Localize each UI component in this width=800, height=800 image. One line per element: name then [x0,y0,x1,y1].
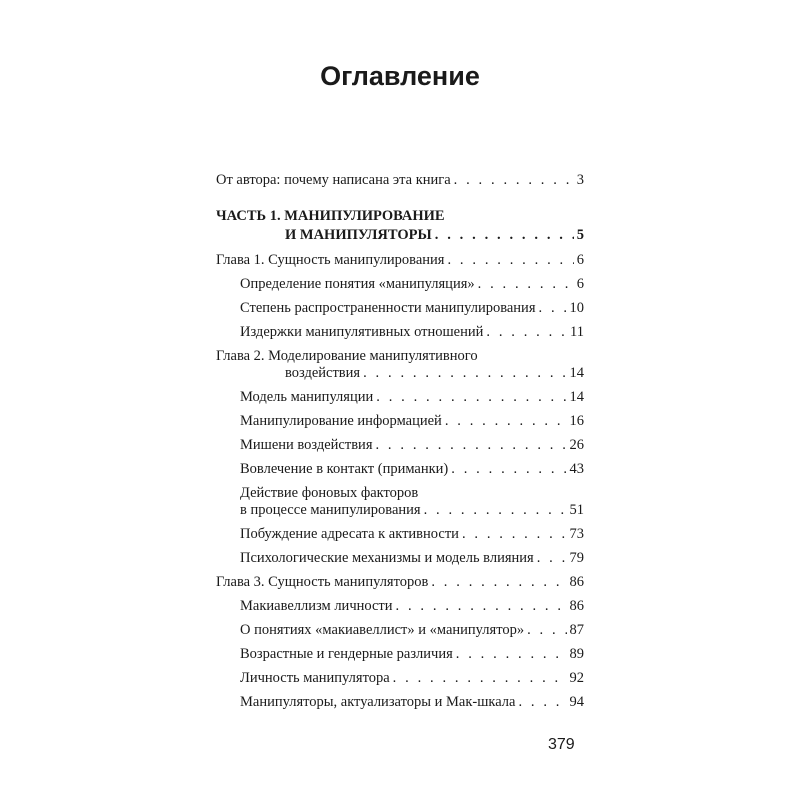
dot-leader [435,226,574,245]
toc-entry [216,324,584,341]
toc-entry-part-1 [216,207,584,245]
toc-entry-label-line-1: ЧАСТЬ 1. МАНИПУЛИРОВАНИЕ [216,208,445,224]
toc-entry-label: Модель манипуляции [240,389,374,405]
toc-entry-label: воздействия [285,365,361,381]
toc-page-number: 5 [576,227,584,243]
toc-page-number: 16 [569,413,584,429]
dot-leader [393,670,567,687]
toc-entry [216,622,584,639]
toc-entry [216,485,584,519]
toc-entry [216,550,584,567]
dot-leader [447,252,573,269]
toc-entry-label: О понятиях «макиавеллист» и «манипулятор» [240,622,525,638]
dot-leader [376,389,566,406]
toc-entry-label: Личность манипулятора [240,670,390,686]
dot-leader [456,646,567,663]
toc-entry [216,526,584,543]
toc-page-number: 73 [569,526,584,542]
toc-entry-label: Возрастные и гендерные различия [240,646,453,662]
dot-leader [478,276,574,293]
toc-entry-chapter-2 [216,348,584,382]
toc-entry-preface [216,172,584,189]
toc-entry [216,413,584,430]
dot-leader [486,324,567,341]
dot-leader [396,598,567,615]
toc-page-number: 87 [569,622,584,638]
toc-page-number: 6 [576,252,584,268]
toc-page-number: 26 [569,437,584,453]
toc-page-number: 92 [569,670,584,686]
toc-entry-label: в процессе манипулирования [240,502,421,518]
toc-page-number: 3 [576,172,584,188]
toc-entry-chapter-3 [216,574,584,591]
toc-page-number: 89 [569,646,584,662]
page-number: 379 [548,736,575,753]
toc-entry-label: Определение понятия «манипуляция» [240,276,475,292]
dot-leader [454,172,574,189]
dot-leader [518,694,566,711]
dot-leader [363,365,566,382]
toc-entry-label: И МАНИПУЛЯТОРЫ [285,227,432,243]
toc-page-number: 6 [576,276,584,292]
toc-entry-label: Издержки манипулятивных отношений [240,324,484,340]
toc-page-number: 86 [569,574,584,590]
toc-entry-label: Степень распространенности манипулирования [240,300,536,316]
toc-entry-label: Побуждение адресата к активности [240,526,459,542]
toc-page-number: 43 [569,461,584,477]
toc-page-number: 10 [569,300,584,316]
dot-leader [375,437,566,454]
toc-page-number: 14 [569,365,584,381]
toc-entry [216,437,584,454]
toc-entry [216,694,584,711]
toc-entry-label-line-1: Глава 2. Моделирование манипулятивного [216,348,478,364]
dot-leader [539,300,567,317]
toc-entry-chapter-1 [216,252,584,269]
toc-entry-label: Глава 1. Сущность манипулирования [216,252,445,268]
toc-page-number: 11 [570,324,584,340]
toc-entry-label: Мишени воздействия [240,437,373,453]
toc-entry [216,389,584,406]
toc-page-number: 51 [569,502,584,518]
toc-entry [216,598,584,615]
toc-page-number: 14 [569,389,584,405]
toc-entry-label-line-1: Действие фоновых факторов [240,485,419,501]
toc-entry-label: От автора: почему написана эта книга [216,172,451,188]
toc-entry-label: Макиавеллизм личности [240,598,393,614]
toc-entry [216,276,584,293]
toc-page-number: 86 [569,598,584,614]
toc-entry-label: Вовлечение в контакт (приманки) [240,461,449,477]
toc-entry [216,300,584,317]
toc-entry-label: Манипуляторы, актуализаторы и Мак-шкала [240,694,516,710]
toc-entry-label: Глава 3. Сущность манипуляторов [216,574,429,590]
dot-leader [451,461,566,478]
toc-entry [216,461,584,478]
table-of-contents [216,172,584,711]
dot-leader [527,622,566,639]
toc-entry [216,670,584,687]
dot-leader [462,526,567,543]
dot-leader [445,413,567,430]
toc-page-number: 94 [569,694,584,710]
toc-entry [216,646,584,663]
toc-page-number: 79 [569,550,584,566]
dot-leader [431,574,566,591]
toc-entry-label: Психологические механизмы и модель влияния [240,550,534,566]
page-title: Оглавление [320,61,480,91]
dot-leader [537,550,567,567]
dot-leader [424,502,567,519]
toc-entry-label: Манипулирование информацией [240,413,442,429]
